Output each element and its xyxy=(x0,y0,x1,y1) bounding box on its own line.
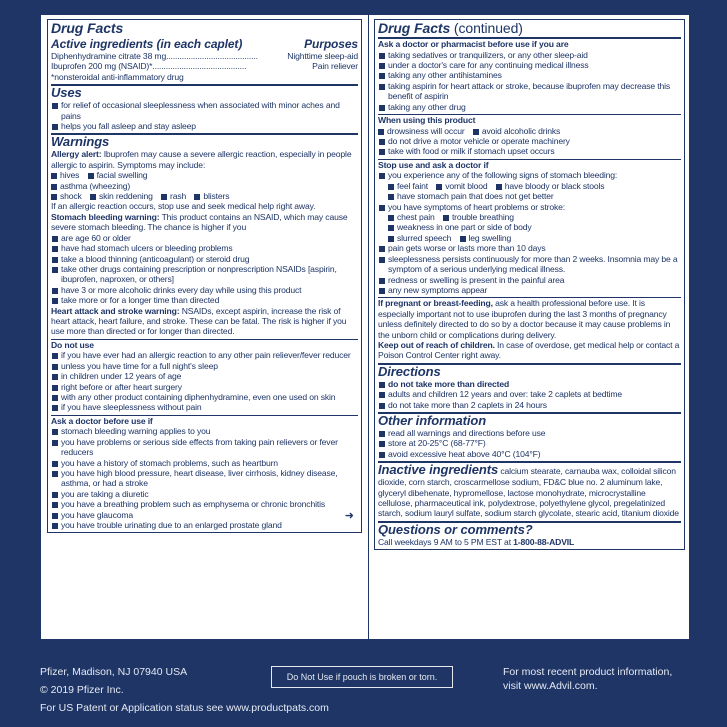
right-column xyxy=(374,15,685,639)
list-item: take more or for a longer time than directed xyxy=(51,295,358,305)
list-item: do not take more than 2 caplets in 24 hours xyxy=(378,400,681,410)
allergy-after: If an allergic reaction occurs, stop use and seek medical help right away. xyxy=(51,201,316,212)
list-item: shock xyxy=(51,191,82,201)
list-item: you have glaucoma xyxy=(51,510,358,520)
list-item: chest pain xyxy=(388,212,435,222)
list-item: pain gets worse or lasts more than 10 days xyxy=(378,243,681,253)
list-item: unless you have time for a full night's sleep xyxy=(51,361,358,371)
list-item: in children under 12 years of age xyxy=(51,371,358,381)
footnote: *nonsteroidal anti-inflammatory drug xyxy=(51,71,184,82)
drug-facts-box xyxy=(47,19,362,533)
list-item: you have problems or serious side effects from taking pain relievers or fever reducers xyxy=(51,437,358,458)
left-column xyxy=(47,15,362,639)
list-item: have had stomach ulcers or bleeding problems xyxy=(51,243,358,253)
list-item: feel faint xyxy=(388,181,428,191)
list-item: take with food or milk if stomach upset occurs xyxy=(378,146,681,156)
list-item: do not take more than directed xyxy=(378,379,681,389)
list-item: under a doctor's care for any continuing medical illness xyxy=(378,60,681,70)
list-item: right before or after heart surgery xyxy=(51,382,358,392)
list-item: store at 20-25°C (68-77°F) xyxy=(378,438,681,448)
list-item: you have high blood pressure, heart disease, liver cirrhosis, kidney disease, asthma, or had a stroke xyxy=(51,468,358,489)
drug-facts-continued-title: Drug Facts (continued) xyxy=(378,20,523,36)
pouch-notice: Do Not Use if pouch is broken or torn. xyxy=(271,666,453,688)
list-item: avoid alcoholic drinks xyxy=(473,126,560,136)
directions-heading: Directions xyxy=(378,363,441,379)
copyright: © 2019 Pfizer Inc. xyxy=(40,684,124,696)
list-item: are age 60 or older xyxy=(51,233,358,243)
list-item: drowsiness will occur xyxy=(378,126,465,136)
list-item: leg swelling xyxy=(460,233,512,243)
list-item: read all warnings and directions before use xyxy=(378,428,681,438)
list-item: weakness in one part or side of body xyxy=(388,222,532,232)
list-item: hives xyxy=(51,170,79,180)
list-item: any new symptoms appear xyxy=(378,285,681,295)
drug-facts-panel xyxy=(40,14,690,640)
list-item: adults and children 12 years and over: take 2 caplets at bedtime xyxy=(378,389,681,399)
warnings-heading: Warnings xyxy=(51,134,110,150)
drug-facts-title: Drug Facts xyxy=(51,20,124,36)
list-item: with any other product containing diphenhydramine, even one used on skin xyxy=(51,392,358,402)
list-item: taking aspirin for heart attack or stroke, because ibuprofen may decrease this benefit of aspirin xyxy=(378,81,681,102)
info-line-2: visit www.Advil.com. xyxy=(503,680,598,692)
list-item: rash xyxy=(161,191,186,201)
column-divider xyxy=(368,15,369,639)
list-item: you have a history of stomach problems, such as heartburn xyxy=(51,458,358,468)
list-item: you have a breathing problem such as emphysema or chronic bronchitis xyxy=(51,499,358,509)
ingredient-row: Diphenhydramine citrate 38 mg......................................... Nighttime sleep-aid xyxy=(51,51,358,61)
pregnancy-warning: If pregnant or breast-feeding, ask a health professional before use. It is especially important not to use ibuprofen during the last 3 months of pregnancy unless definitely directed to do so by a doctor because it may cause problems in the unborn child or complications during delivery. xyxy=(378,298,671,340)
patent-info: For US Patent or Application status see www.productpats.com xyxy=(40,702,329,714)
list-item: avoid excessive heat above 40°C (104°F) xyxy=(378,449,681,459)
list-item: redness or swelling is present in the painful area xyxy=(378,275,681,285)
list-item: skin reddening xyxy=(90,191,153,201)
arrow-right-icon: ➜ xyxy=(344,510,354,523)
list-item: you have symptoms of heart problems or stroke: xyxy=(378,202,681,212)
list-item: have stomach pain that does not get better xyxy=(388,191,554,201)
list-item: taking any other drug xyxy=(378,102,681,112)
list-item: you have trouble urinating due to an enlarged prostate gland xyxy=(51,520,358,530)
ask-doctor-pharmacist-heading: Ask a doctor or pharmacist before use if you are xyxy=(378,39,569,49)
list-item: have bloody or black stools xyxy=(496,181,605,191)
list-item: for relief of occasional sleeplessness when associated with minor aches and pains xyxy=(51,100,358,121)
list-item: you experience any of the following signs of stomach bleeding: xyxy=(378,170,681,180)
list-item: vomit blood xyxy=(436,181,487,191)
list-item: blisters xyxy=(194,191,229,201)
do-not-use-heading: Do not use xyxy=(51,339,94,350)
list-item: taking sedatives or tranquilizers, or any other sleep-aid xyxy=(378,50,681,60)
list-item: sleeplessness persists continuously for more than 2 weeks. Insomnia may be a symptom of a serious underlying medical illness. xyxy=(378,254,681,275)
ingredient-row: Ibuprofen 200 mg (NSAID)*.......................................... Pain reliever xyxy=(51,61,358,72)
heart-attack-warning: Heart attack and stroke warning: NSAIDs, except aspirin, increase the risk of heart attack, heart failure, and stroke. These can be fatal. The risk is higher if you use more than directed or for longer than directed. xyxy=(51,305,347,337)
questions-heading: Questions or comments? xyxy=(378,521,533,537)
keep-out-of-reach: Keep out of reach of children. In case of overdose, get medical help or contact a Poison Control Center right away. xyxy=(378,339,680,361)
stomach-bleeding-warning: Stomach bleeding warning: This product contains an NSAID, which may cause severe stomach bleeding. The chance is higher if you xyxy=(51,211,348,233)
list-item: if you have sleeplessness without pain xyxy=(51,402,358,412)
other-information-heading: Other information xyxy=(378,412,487,428)
ask-doctor-heading: Ask a doctor before use if xyxy=(51,415,153,426)
list-item: slurred speech xyxy=(388,233,451,243)
list-item: take a blood thinning (anticoagulant) or steroid drug xyxy=(51,254,358,264)
drug-facts-continued-box xyxy=(374,19,685,550)
list-item: you are taking a diuretic xyxy=(51,489,358,499)
list-item: if you have ever had an allergic reaction to any other pain reliever/fever reducer xyxy=(51,350,358,360)
purposes-heading: Purposes xyxy=(304,37,358,51)
list-item: trouble breathing xyxy=(443,212,514,222)
uses-heading: Uses xyxy=(51,85,82,101)
questions-text: Call weekdays 9 AM to 5 PM EST at 1-800-88-ADVIL xyxy=(378,536,575,547)
allergy-alert: Allergy alert: Ibuprofen may cause a severe allergic reaction, especially in people allergic to aspirin. Symptoms may include: xyxy=(51,149,352,170)
stop-use-heading: Stop use and ask a doctor if xyxy=(378,159,489,170)
info-line-1: For most recent product information, xyxy=(503,666,673,678)
list-item: take other drugs containing prescription or nonprescription NSAIDs [aspirin, ibuprofen, naproxen, or others] xyxy=(51,264,358,285)
list-item: stomach bleeding warning applies to you xyxy=(51,426,358,436)
list-item: have 3 or more alcoholic drinks every day while using this product xyxy=(51,285,358,295)
when-using-heading: When using this product xyxy=(378,115,476,126)
inactive-ingredients: Inactive ingredients calcium stearate, carnauba wax, colloidal silicon dioxide, corn starch, croscarmellose sodium, FD&C blue no. 2 aluminum lake, glyceryl dibehenate, hypromellose, lactose monohydrate, microcrystalline cellulose, pharmaceutical ink, polydextrose, polyethylene glycol, pregelatinized starch, sodium lauryl sulfate, sodium starch glycolate, stearic acid, titanium dioxide xyxy=(378,462,679,519)
list-item: asthma (wheezing) xyxy=(51,181,130,191)
active-ingredients-heading: Active ingredients (in each caplet) xyxy=(51,37,243,51)
list-item: facial swelling xyxy=(88,170,148,180)
list-item: do not drive a motor vehicle or operate machinery xyxy=(378,136,681,146)
list-item: helps you fall asleep and stay asleep xyxy=(51,121,358,131)
address: Pfizer, Madison, NJ 07940 USA xyxy=(40,666,188,678)
list-item: taking any other antihistamines xyxy=(378,70,681,80)
